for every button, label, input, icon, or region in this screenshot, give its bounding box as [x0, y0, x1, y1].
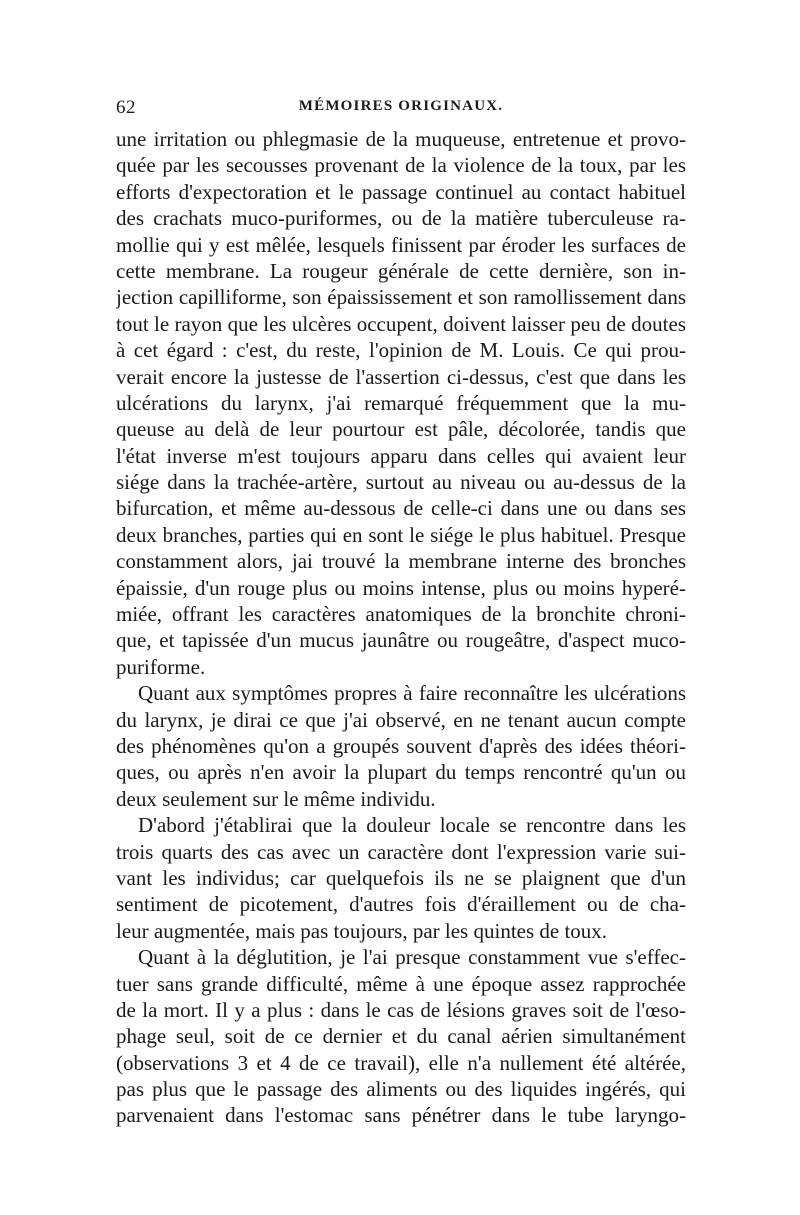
text-line: des phénomènes qu'on a groupés souvent d'après des idées théori- [116, 733, 686, 758]
text-line: tout le rayon que les ulcères occupent, doivent laisser peu de doutes [116, 311, 686, 336]
text-line: efforts d'expectoration et le passage continuel au contact habituel [116, 179, 686, 204]
body-text [116, 126, 686, 1129]
text-line: constamment alors, jai trouvé la membrane interne des bronches [116, 549, 686, 574]
text-line: l'état inverse m'est toujours apparu dans celles qui avaient leur [116, 443, 686, 468]
text-line: cette membrane. La rougeur générale de cette dernière, son in- [116, 258, 686, 283]
text-line: du larynx, je dirai ce que j'ai observé, en ne tenant aucun compte [116, 707, 686, 732]
text-line: une irritation ou phlegmasie de la muqueuse, entretenue et provo- [116, 127, 686, 151]
text-line: phage seul, soit de ce dernier et du canal aérien simultanément [116, 1024, 686, 1049]
text-line: ulcérations du larynx, j'ai remarqué fréquemment que la mu- [116, 390, 686, 415]
text-line: bifurcation, et même au-dessous de celle-ci dans une ou dans ses [116, 496, 686, 521]
text-line: épaissie, d'un rouge plus ou moins intense, plus ou moins hyperé- [116, 575, 686, 600]
text-line: parvenaient dans l'estomac sans pénétrer dans le tube laryngo- [116, 1103, 686, 1128]
text-line: (observations 3 et 4 de ce travail), elle n'a nullement été altérée, [116, 1050, 686, 1075]
text-line: mollie qui y est mêlée, lesquels finissent par éroder les surfaces de [116, 232, 686, 257]
text-line: jection capilliforme, son épaississement et son ramollissement dans [116, 285, 686, 310]
text-line: vant les individus; car quelquefois ils ne se plaignent que d'un [116, 865, 686, 890]
paragraph-first-line: Quant à la déglutition, je l'ai presque constamment vue s'effec- [138, 945, 686, 970]
text-line: miée, offrant les caractères anatomiques de la bronchite chroni- [116, 602, 686, 627]
running-title: MÉMOIRES ORIGINAUX. [298, 98, 504, 114]
page-header [116, 97, 686, 121]
text-line: deux branches, parties qui en sont le siége le plus habituel. Presque [116, 522, 686, 547]
paragraph-first-line: Quant aux symptômes propres à faire reconnaître les ulcérations [138, 681, 686, 706]
text-line: verait encore la justesse de l'assertion ci-dessus, c'est que dans les [116, 364, 686, 389]
text-line: à cet égard : c'est, du reste, l'opinion de M. Louis. Ce qui prou- [116, 338, 686, 363]
text-line: leur augmentée, mais pas toujours, par les quintes de toux. [116, 918, 608, 943]
text-line: de la mort. Il y a plus : dans le cas de lésions graves soit de l'œso- [116, 997, 686, 1022]
text-line: ques, ou après n'en avoir la plupart du temps rencontré qu'un ou [116, 760, 686, 785]
text-line: des crachats muco-puriformes, ou de la matière tuberculeuse ra- [116, 206, 686, 231]
text-line: puriforme. [116, 654, 206, 679]
text-line: tuer sans grande difficulté, même à une époque assez rapprochée [116, 971, 686, 996]
text-line: pas plus que le passage des aliments ou des liquides ingérés, qui [116, 1077, 686, 1102]
text-line: deux seulement sur le même individu. [116, 786, 436, 811]
text-line: siége dans la trachée-artère, surtout au niveau ou au-dessus de la [116, 470, 686, 495]
paragraph-first-line: D'abord j'établirai que la douleur locale se rencontre dans les [138, 813, 686, 838]
text-line: trois quarts des cas avec un caractère dont l'expression varie sui- [116, 839, 686, 864]
page-number: 62 [116, 97, 136, 118]
text-line: que, et tapissée d'un mucus jaunâtre ou rougeâtre, d'aspect muco- [116, 628, 686, 653]
text-line: sentiment de picotement, d'autres fois d'éraillement ou de cha- [116, 892, 686, 917]
text-line: queuse au delà de leur pourtour est pâle, décolorée, tandis que [116, 417, 686, 442]
text-line: quée par les secousses provenant de la violence de la toux, par les [116, 153, 686, 178]
